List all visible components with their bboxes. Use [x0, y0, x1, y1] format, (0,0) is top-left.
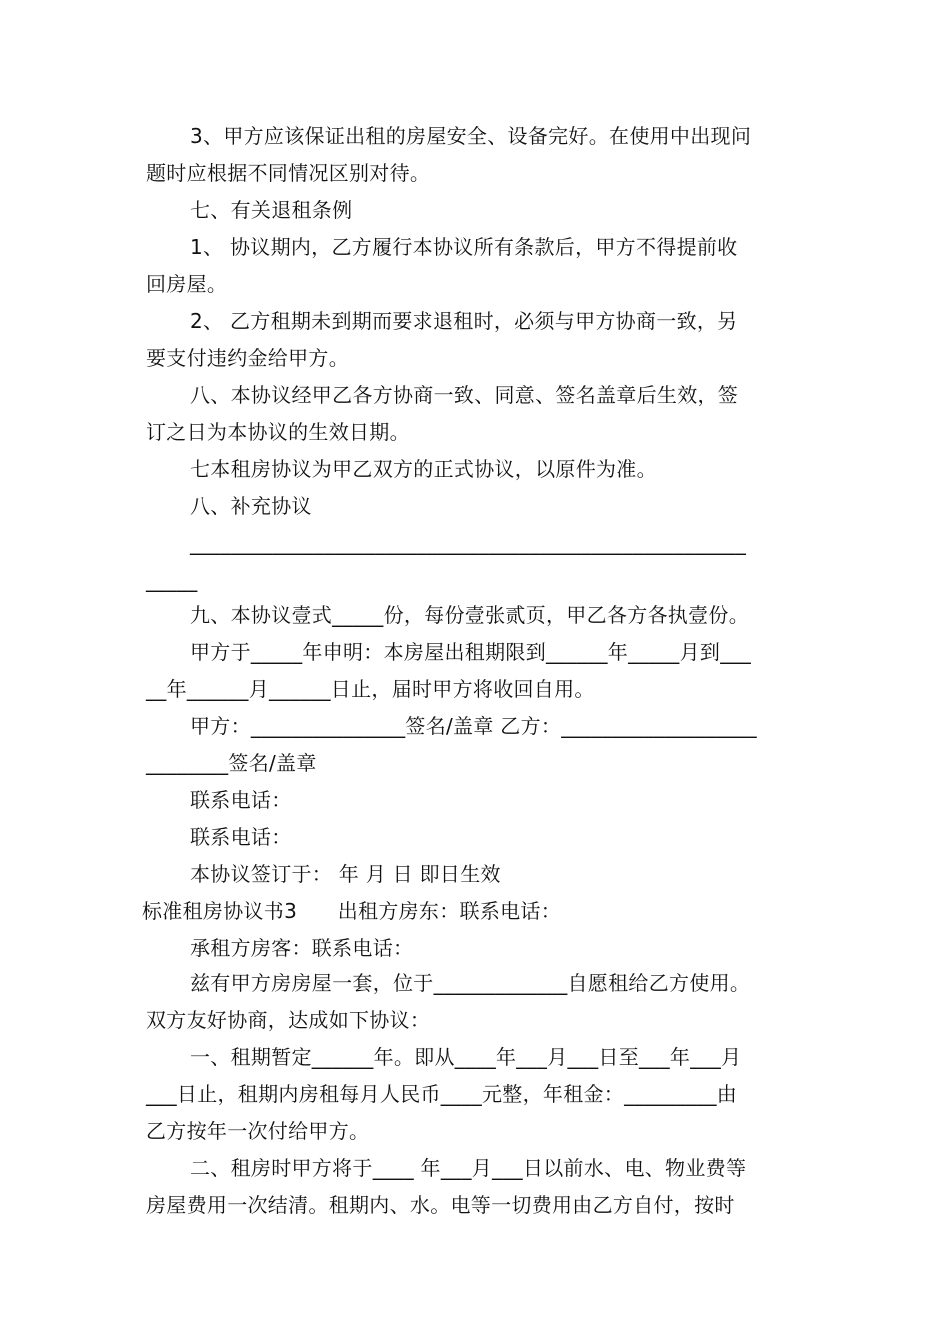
contact-line: 联系电话： — [190, 788, 292, 812]
paragraph-line: 甲方于_____年申明：本房屋出租期限到______年_____月到___ — [190, 640, 752, 664]
signature-line: 甲方：_______________签名/盖章 乙方：___________________ — [190, 714, 757, 738]
paragraph-line: 二、租房时甲方将于____ 年___月___日以前水、电、物业费等 — [190, 1156, 747, 1180]
date-line: 本协议签订于： 年 月 日 即日生效 — [190, 862, 501, 886]
paragraph-line: 七本租房协议为甲乙双方的正式协议，以原件为准。 — [190, 457, 657, 481]
section-heading: 七、有关退租条例 — [190, 198, 353, 222]
blank-line: ______________________________________________________ — [190, 531, 747, 555]
paragraph-line: ___日止，租期内房租每月人民币____元整，年租金：_________由 — [146, 1082, 738, 1106]
paragraph-line: 双方友好协商，达成如下协议： — [146, 1008, 431, 1032]
document-title-line: 标准租房协议书3 出租方房东：联系电话： — [142, 899, 562, 923]
paragraph-line: 兹有甲方房房屋一套，位于_____________自愿租给乙方使用。 — [190, 971, 751, 995]
contact-line: 承租方房客：联系电话： — [190, 936, 414, 960]
paragraph-line: 回房屋。 — [146, 272, 228, 296]
paragraph-line: 1、 协议期内，乙方履行本协议所有条款后，甲方不得提前收 — [190, 235, 738, 259]
blank-line: _____ — [146, 568, 198, 592]
paragraph-line: 乙方按年一次付给甲方。 — [146, 1119, 370, 1143]
paragraph-line: __年______月______日止，届时甲方将收回自用。 — [146, 677, 595, 701]
paragraph-line: 九、本协议壹式_____份，每份壹张贰页，甲乙各方各执壹份。 — [190, 603, 749, 627]
paragraph-line: 一、租期暂定______年。即从____年___月___日至___年___月 — [190, 1045, 742, 1069]
paragraph-line: 订之日为本协议的生效日期。 — [146, 420, 410, 444]
paragraph-line: 题时应根据不同情况区别对待。 — [146, 161, 431, 185]
paragraph-line: 2、 乙方租期未到期而要求退租时，必须与甲方协商一致，另 — [190, 309, 738, 333]
contact-line: 联系电话： — [190, 825, 292, 849]
paragraph-line: 八、本协议经甲乙各方协商一致、同意、签名盖章后生效，签 — [190, 383, 739, 407]
paragraph-line: 3、甲方应该保证出租的房屋安全、设备完好。在使用中出现问 — [190, 124, 752, 148]
section-heading: 八、补充协议 — [190, 494, 312, 518]
paragraph-line: 要支付违约金给甲方。 — [146, 346, 349, 370]
signature-line: ________签名/盖章 — [146, 751, 317, 775]
paragraph-line: 房屋费用一次结清。租期内、水。电等一切费用由乙方自付，按时 — [146, 1193, 735, 1217]
